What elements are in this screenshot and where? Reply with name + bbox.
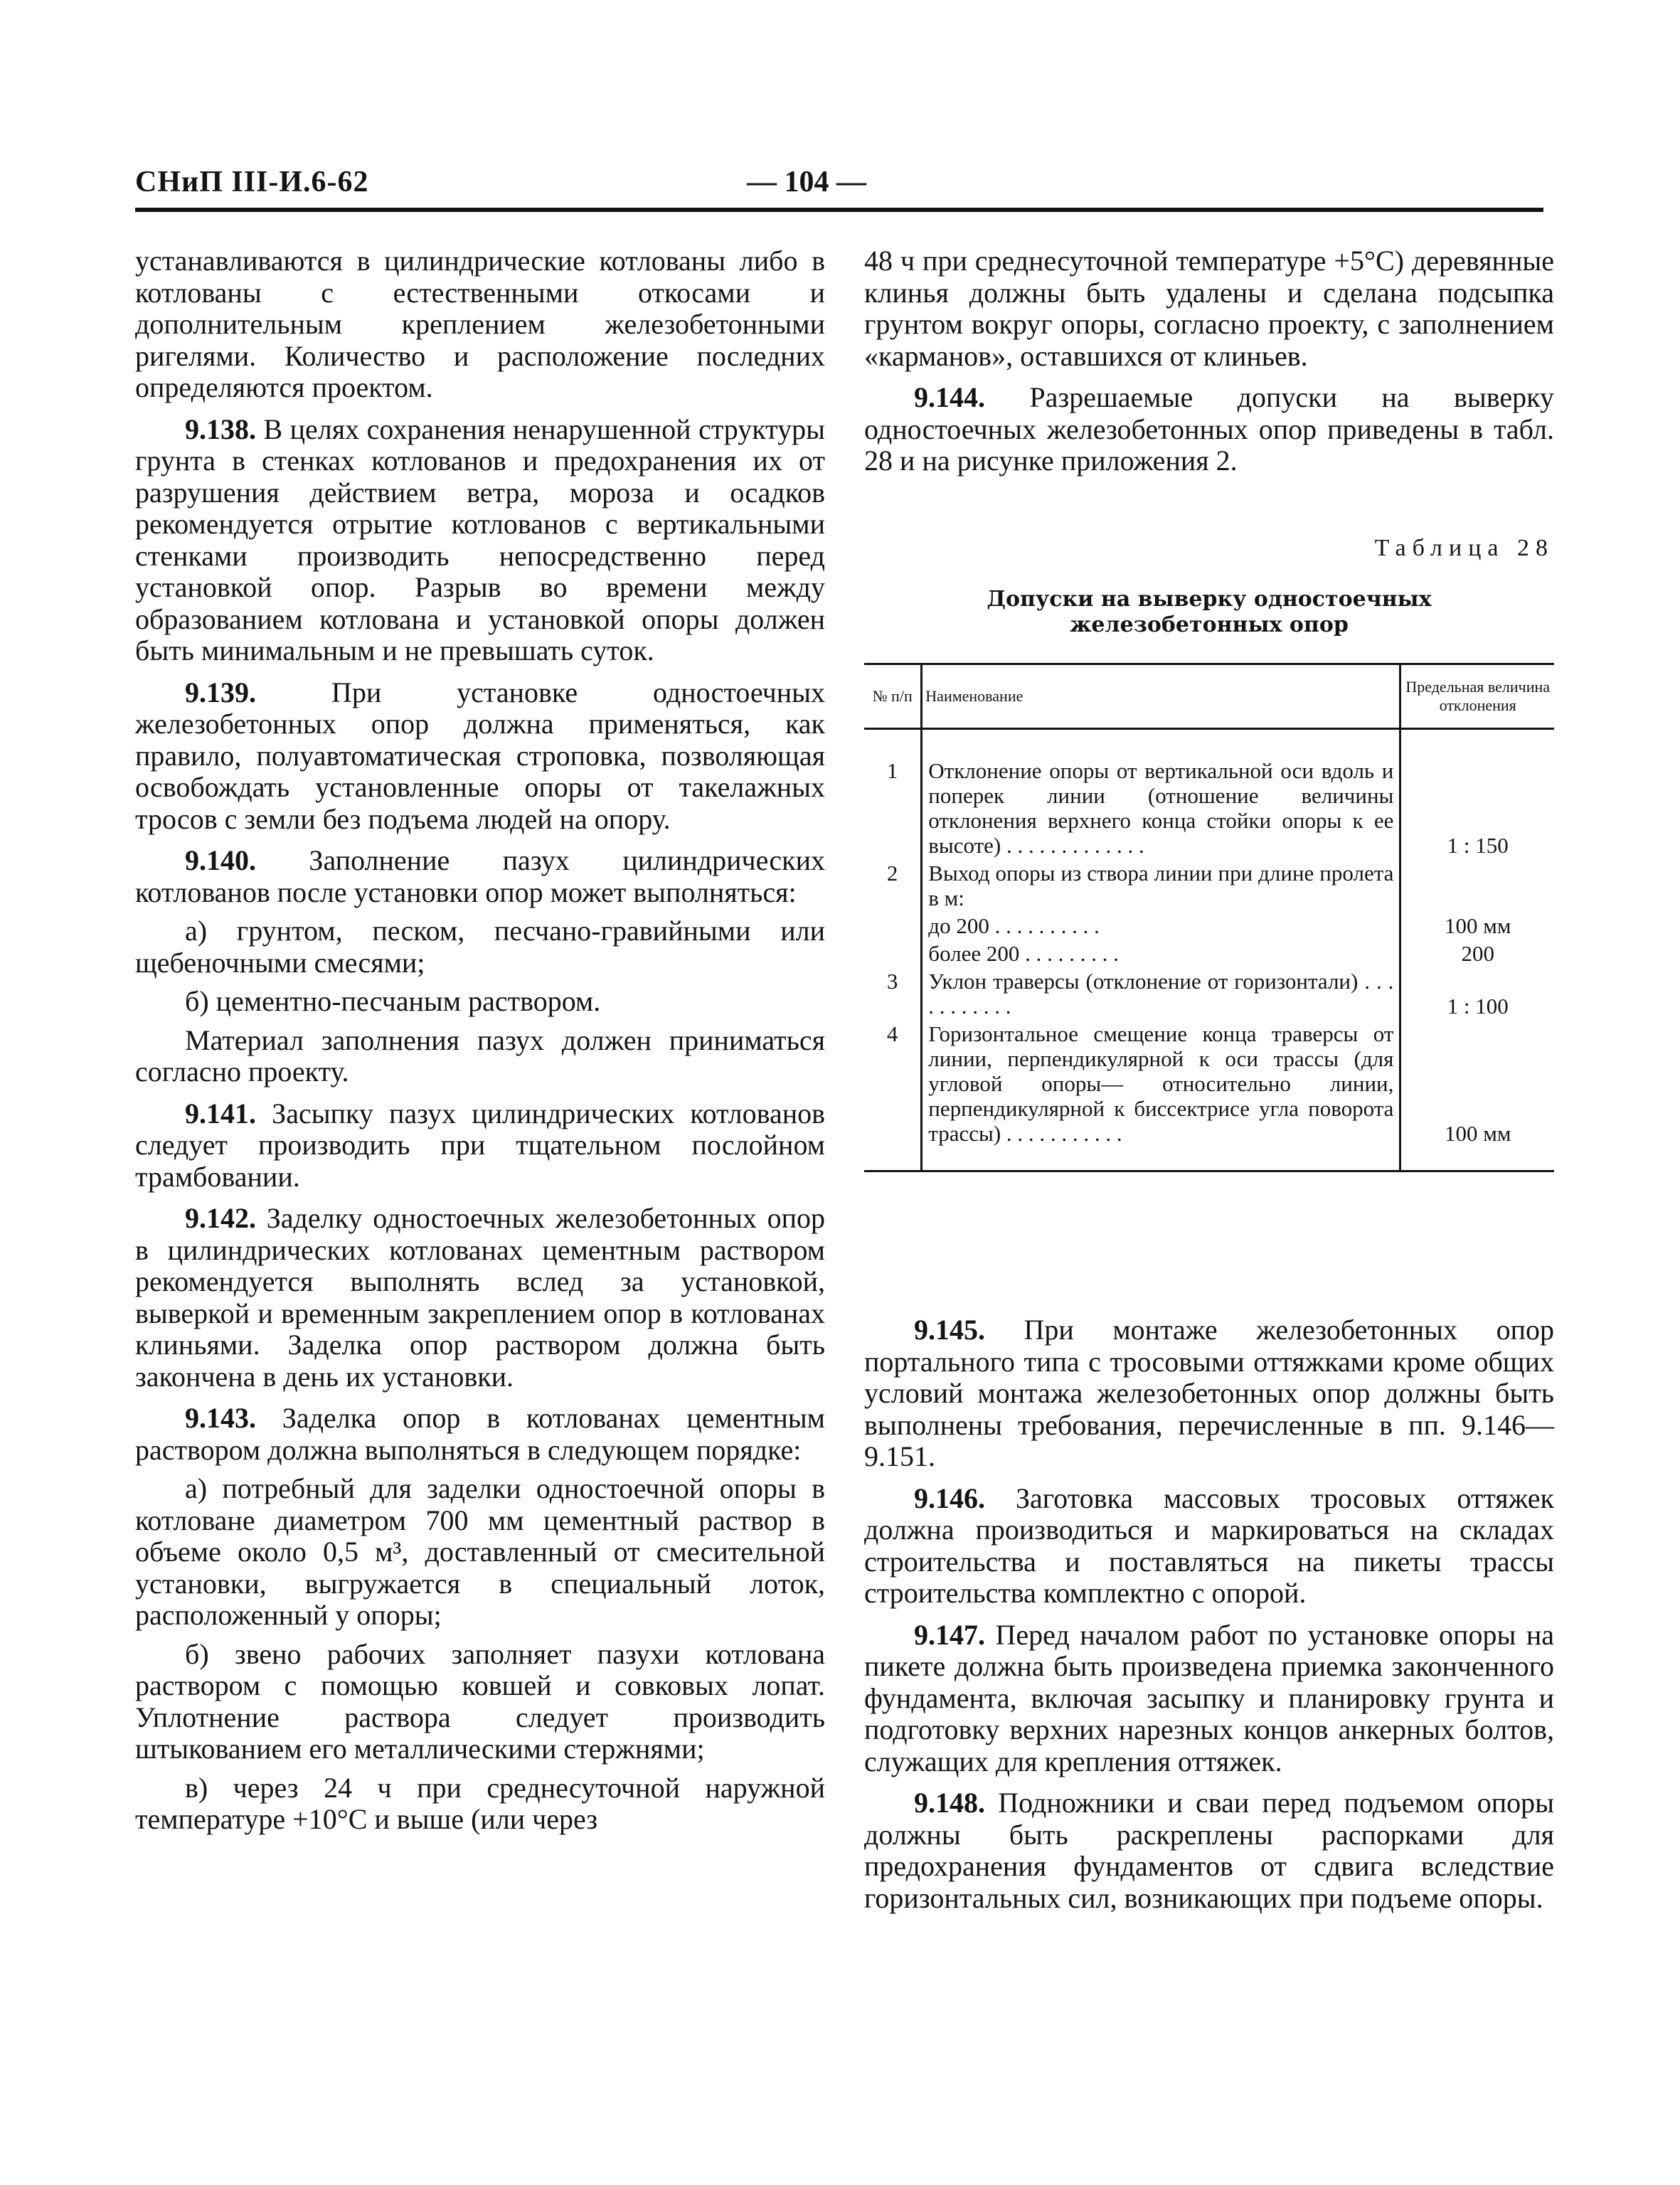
paragraph-9-144: [864, 382, 1554, 477]
row-name: Отклонение опоры от вертикальной оси вдоль и поперек линии (отношение величины отклонения верхнего конца стойки опоры к ее высоте) . . . . . . . . . . . . .: [922, 729, 1400, 860]
paragraph-9-147: [864, 1620, 1554, 1778]
clause-number: 9.142.: [185, 1202, 256, 1234]
table-row: [864, 1020, 1554, 1171]
table-title: [864, 587, 1554, 638]
row-num: 2: [886, 861, 898, 886]
clause-number: 9.145.: [914, 1314, 985, 1346]
table-row: [864, 859, 1554, 912]
row-name: Горизонтальное смещение конца траверсы от линии, перпендикулярной к оси трассы (для угловой опоры— относительно линии, перпендикулярной к биссектрисе угла поворота трассы) . . . . . . . . . . .: [922, 1020, 1400, 1171]
clause-text: Подножники и сваи перед подъемом опоры должны быть раскреплены распорками для предохранения фундаментов от сдвига вследствие горизонтальных сил, возникающих при подъеме опоры.: [864, 1787, 1554, 1914]
table-header-row: [864, 664, 1554, 729]
clause-number: 9.141.: [185, 1097, 256, 1129]
page-number: — 104 —: [747, 166, 866, 198]
paragraph-9-140: [135, 845, 825, 908]
clause-number: 9.143.: [185, 1402, 256, 1434]
header-value: Предельная величина отклонения: [1400, 664, 1554, 729]
clause-number: 9.147.: [914, 1618, 985, 1651]
clause-number: 9.146.: [914, 1482, 985, 1514]
clause-text: Заполнение пазух цилиндрических котлованов после установки опор может выполняться:: [135, 844, 825, 908]
paragraph-9-143: [135, 1403, 825, 1466]
table-row: [864, 967, 1554, 1020]
header-num: № п/п: [864, 664, 922, 729]
row-num: 4: [864, 1020, 922, 1171]
row-value: 1 : 150: [1400, 729, 1554, 860]
row-value: 100 мм: [1400, 912, 1554, 940]
clause-number: 9.139.: [185, 676, 256, 708]
paragraph-9-143-c: в) через 24 ч при среднесуточной наружной температуре +10°С и выше (или через: [135, 1771, 825, 1835]
paragraph-continued: 48 ч при среднесуточной температуре +5°С) деревянные клинья должны быть удалены и сделана подсыпка грунтом вокруг опоры, согласно проекту, с заполнением «карманов», оставшихся от клиньев.: [864, 245, 1554, 372]
table-row: [864, 729, 1554, 860]
clause-number: 9.138.: [185, 413, 256, 445]
tolerance-table: [864, 663, 1554, 1172]
clause-text: Перед началом работ по установке опоры на пикете должна быть произведена приемка законченного фундамента, включая засыпку и планировку грунта и подготовку верхних нарезных концов анкерных болтов, служащих для крепления оттяжек.: [864, 1618, 1554, 1777]
table-title-line-2: железобетонных опор: [1070, 612, 1349, 637]
table-title-line-1: Допуски на выверку одностоечных: [987, 587, 1432, 612]
clause-text: При установке одностоечных железобетонных опор должна применяться, как правило, полуавтоматическая строповка, позволяющая освобождать установленные опоры от такелажных тросов с земли без подъема людей на опору.: [135, 676, 825, 835]
row-name: Уклон траверсы (отклонение от горизонтали) . . . . . . . . . . .: [922, 967, 1400, 1020]
row-value: 200: [1400, 940, 1554, 967]
table-label: Таблица 28: [1374, 535, 1554, 561]
clause-text: Засыпку пазух цилиндрических котлованов следует производить при тщательном послойном трамбовании.: [135, 1097, 825, 1193]
clause-text: Заделка опор в котлованах цементным раствором должна выполняться в следующем порядке:: [135, 1402, 825, 1466]
table-row: [864, 912, 1554, 940]
row-value: [1400, 859, 1554, 912]
paragraph-9-140-c: Материал заполнения пазух должен приниматься согласно проекту.: [135, 1024, 825, 1088]
paragraph-9-138: [135, 414, 825, 667]
header-name: Наименование: [922, 664, 1400, 729]
header-rule: [135, 208, 1543, 212]
row-name: Выход опоры из створа линии при длине пролета в м:: [922, 859, 1400, 912]
row-value: 1 : 100: [1400, 967, 1554, 1020]
clause-text: Заделку одностоечных железобетонных опор в цилиндрических котлованах цементным раствором рекомендуется выполнять вслед за установкой, выверкой и временным закреплением опор в котлованах клиньями. Заделка опор раствором должна быть закончена в день их установки.: [135, 1202, 825, 1393]
table-row: [864, 940, 1554, 967]
row-name: до 200 . . . . . . . . . .: [922, 912, 1400, 940]
clause-text: В целях сохранения ненарушенной структуры грунта в стенках котлованов и предохранения их от разрушения действием ветра, мороза и осадков рекомендуется отрытие котлованов с вертикальными стенками производить непосредственно перед установкой опор. Разрыв во времени между образованием котлована и установкой опоры должен быть минимальным и не превышать суток.: [135, 413, 825, 666]
clause-text: При монтаже железобетонных опор портального типа с тросовыми оттяжками кроме общих условий монтажа железобетонных опор должны быть выполнены требования, перечисленные в пп. 9.146—9.151.: [864, 1314, 1554, 1472]
row-value: 100 мм: [1400, 1020, 1554, 1171]
right-column-bottom: [864, 1314, 1554, 1914]
clause-text: Заготовка массовых тросовых оттяжек должна производиться и маркироваться на складах строительства и поставляться на пикеты трассы строительства комплектно с опорой.: [864, 1482, 1554, 1609]
paragraph-9-141: [135, 1098, 825, 1193]
clause-number: 9.140.: [185, 844, 256, 876]
paragraph-9-140-b: б) цементно-песчаным раствором.: [185, 985, 601, 1017]
paragraph-intro: устанавливаются в цилиндрические котлованы либо в котлованы с естественными откосами и дополнительным креплением железобетонными ригелями. Количество и расположение последних определяются проектом.: [135, 245, 825, 403]
paragraph-9-140-a: а) грунтом, песком, песчано-гравийными или щебеночными смесями;: [135, 915, 825, 979]
row-num: [864, 940, 922, 967]
row-name: более 200 . . . . . . . . .: [922, 940, 1400, 967]
row-num: [864, 912, 922, 940]
paragraph-9-143-b: б) звено рабочих заполняет пазухи котлована раствором с помощью ковшей и совковых лопат. Уплотнение раствора следует производить штыкованием его металлическими стержнями;: [135, 1637, 825, 1765]
paragraph-9-146: [864, 1483, 1554, 1610]
row-num: 3: [886, 969, 898, 994]
paragraph-9-143-a: а) потребный для заделки одностоечной опоры в котловане диаметром 700 мм цементный раствор в объеме около 0,5 м³, доставленный от смесительной установки, выгружается в специальный лоток, расположенный у опоры;: [135, 1472, 825, 1631]
left-column: [135, 245, 825, 1836]
paragraph-9-142: [135, 1203, 825, 1393]
paragraph-9-145: [864, 1314, 1554, 1473]
paragraph-9-148: [864, 1787, 1554, 1914]
row-num: 1: [886, 758, 898, 783]
clause-number: 9.144.: [914, 381, 985, 413]
document-code: СНиП III-И.6-62: [135, 166, 369, 198]
clause-number: 9.148.: [914, 1787, 985, 1819]
right-column-top: [864, 245, 1554, 477]
clause-text: Разрешаемые допуски на выверку одностоечных железобетонных опор приведены в табл. 28 и на рисунке приложения 2.: [864, 381, 1554, 477]
paragraph-9-139: [135, 677, 825, 836]
